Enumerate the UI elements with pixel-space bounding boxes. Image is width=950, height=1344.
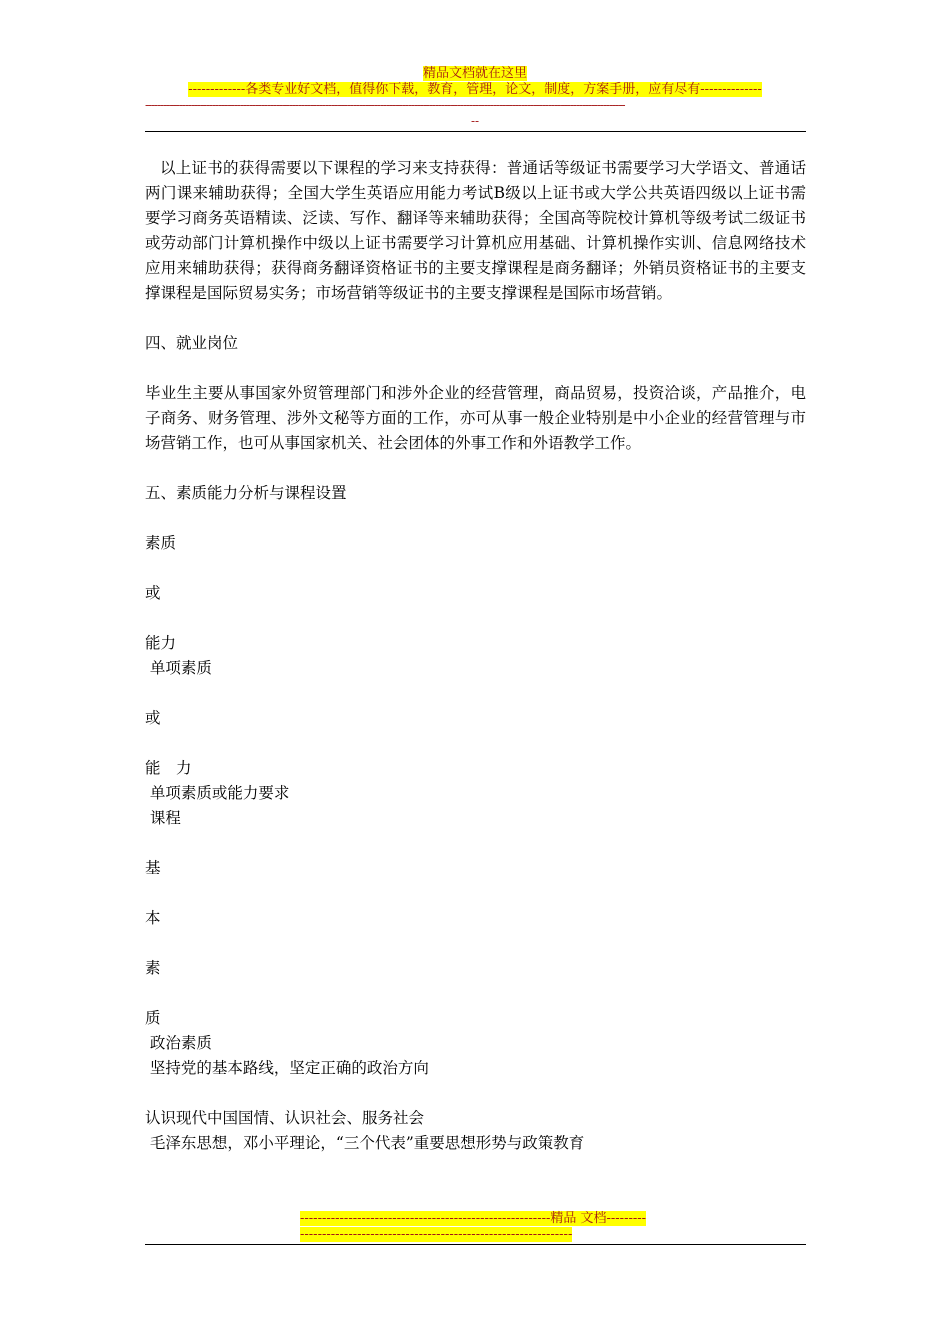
table-text-line: 能力 [145,634,177,652]
document-body [145,156,806,1156]
paragraph-employment: 毕业生主要从事国家外贸管理部门和涉外企业的经营管理，商品贸易，投资洽谈，产品推介，电子商务、财务管理、涉外文秘等方面的工作，亦可从事一般企业特别是中小企业的经营管理与市场营销工作，也可从事国家机关、社会团体的外事工作和外语教学工作。 [145,384,806,452]
footer-rule [145,1244,806,1245]
table-text-line: 素 [145,959,161,977]
table-text-line: 或 [145,584,161,602]
table-text-line: 本 [145,909,161,927]
table-text-line: 毛泽东思想，邓小平理论，“三个代表”重要思想形势与政策教育 [145,1134,585,1152]
table-text-line: 单项素质或能力要求 [145,784,290,802]
header-title: 精品文档就在这里 [422,66,527,81]
table-text-line: 能 力 [145,759,192,777]
heading-employment: 四、就业岗位 [145,334,239,352]
table-text-line: 课程 [145,809,181,827]
heading-quality-analysis: 五、素质能力分析与课程设置 [145,484,347,502]
header-tagline: -------------各类专业好文档，值得你下载，教育，管理，论文，制度，方案手册，应有尽有-------------- [188,82,762,97]
table-text-line: 单项素质 [145,659,212,677]
header-dashes: ------------------------------------------------------------------------------------------------------------------------------------------------------------- [145,98,625,112]
table-text-line: 政治素质 [145,1034,212,1052]
header-rule [145,131,806,132]
table-text-line: 基 [145,859,161,877]
header-dashes-tail: -- [470,114,480,128]
table-text-line: 坚持党的基本路线，坚定正确的政治方向 [145,1059,429,1077]
table-text-line: 认识现代中国国情、认识社会、服务社会 [145,1109,425,1127]
table-text-line: 或 [145,709,161,727]
paragraph-certificates: 以上证书的获得需要以下课程的学习来支持获得：普通话等级证书需要学习大学语文、普通话两门课来辅助获得；全国大学生英语应用能力考试B级以上证书或大学公共英语四级以上证书需要学习商务英语精读、泛读、写作、翻译等来辅助获得；全国高等院校计算机等级考试二级证书或劳动部门计算机操作中级以上证书需要学习计算机应用基础、计算机操作实训、信息网络技术应用来辅助获得；获得商务翻译资格证书的主要支撑课程是商务翻译；外销员资格证书的主要支撑课程是国际贸易实务；市场营销等级证书的主要支撑课程是国际市场营销。 [145,159,806,302]
footer-banner: ---------------------------------------------------------精品 文档----------------------------------------------------------------------- [300,1211,647,1242]
table-text-line: 质 [145,1009,161,1027]
table-text-line: 素质 [145,534,177,552]
